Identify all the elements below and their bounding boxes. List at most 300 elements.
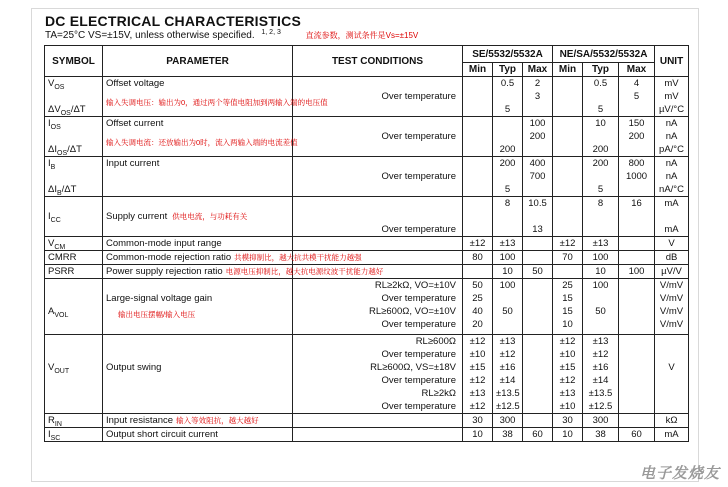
se-min (463, 335, 493, 414)
test-condition (293, 335, 463, 414)
parameter-label: Output swing (106, 362, 162, 373)
ne-max-line (622, 183, 651, 196)
ne-min-line: 15 (562, 306, 573, 317)
se-min-line (466, 265, 489, 278)
blank-line (106, 400, 289, 413)
test-condition-line: Over temperature (381, 375, 456, 386)
se-min (463, 117, 493, 157)
se-min-line: 40 (472, 306, 483, 317)
parameter-name (106, 265, 384, 278)
ne-max-line (622, 305, 651, 318)
symbol (48, 90, 99, 103)
se-min-line: ±15 (469, 362, 486, 373)
parameter-name (106, 428, 289, 441)
ne-typ-line (586, 223, 615, 236)
se-max-line (526, 387, 549, 400)
table-row (45, 414, 689, 428)
unit (655, 157, 689, 197)
ne-typ-line: ±13.5 (588, 388, 613, 399)
se-min-line (466, 77, 489, 90)
se-max-line (526, 210, 549, 223)
se-max-line: 200 (529, 131, 546, 142)
se-typ (493, 279, 523, 335)
test-condition-line (296, 77, 456, 90)
parameter-label: Power supply rejection ratio (106, 266, 223, 277)
se-min (463, 197, 493, 237)
se-max (523, 428, 553, 442)
symbol-cell (45, 77, 103, 117)
se-min (463, 251, 493, 265)
symbol: $I_{CC}$ (48, 211, 61, 224)
se-typ-line (496, 90, 519, 103)
ne-typ (583, 157, 619, 197)
conditions-text: TA=25°C VS=±15V, unless otherwise specified. (45, 30, 255, 41)
parameter-cell (103, 197, 293, 237)
test-condition (293, 428, 463, 442)
test-condition (293, 279, 463, 335)
unit (655, 237, 689, 251)
symbol: PSRR (48, 266, 75, 277)
ne-typ (583, 279, 619, 335)
ne-typ-line: ±16 (592, 362, 609, 373)
ne-min-line: ±10 (559, 401, 576, 412)
parameter-annotation: 输入失调电压：输出为0，通过两个等值电阻加到两输入端的电压值 (106, 98, 328, 107)
ne-max-line: 5 (633, 91, 640, 102)
col-ne-min: Min (553, 63, 583, 77)
col-group-se: SE/5532/5532A (463, 46, 553, 63)
col-ne-max: Max (619, 63, 655, 77)
se-max-line: 60 (532, 429, 543, 440)
se-min-line (466, 170, 489, 183)
ne-min-line (556, 143, 579, 156)
se-max (523, 251, 553, 265)
ne-typ-line: 0.5 (593, 78, 608, 89)
ne-max (619, 237, 655, 251)
se-max-line: 400 (529, 158, 546, 169)
se-max (523, 279, 553, 335)
unit (655, 251, 689, 265)
symbol (48, 387, 99, 400)
parameter-cell (103, 237, 293, 251)
se-max (523, 157, 553, 197)
se-typ (493, 77, 523, 117)
ne-min (553, 157, 583, 197)
se-max (523, 335, 553, 414)
se-typ-line: 38 (502, 429, 513, 440)
parameter-label: Common-mode rejection ratio (106, 252, 232, 263)
unit-line: V/mV (659, 280, 684, 291)
parameter-label: Large-signal voltage gain (106, 293, 213, 304)
parameter-name (106, 210, 289, 223)
unit-line (658, 400, 685, 413)
se-max-line: 100 (529, 118, 546, 129)
se-max-line (526, 237, 549, 250)
symbol: $I_{SC}$ (48, 429, 61, 442)
parameter-label: Common-mode input range (106, 238, 222, 249)
parameter-cell (103, 428, 293, 442)
se-typ-line: 100 (499, 280, 516, 291)
unit (655, 197, 689, 237)
se-min-line: 30 (472, 415, 483, 426)
parameter-annotation: 电源电压抑制比，越大抗电源纹波干扰能力越好 (225, 267, 384, 276)
unit-line (658, 348, 685, 361)
watermark: 电子发烧友 (639, 465, 720, 482)
ne-typ-line: 10 (595, 266, 606, 277)
ne-typ-line: ±13 (592, 238, 609, 249)
se-max-line (526, 400, 549, 413)
ne-min-line: 10 (562, 319, 573, 330)
se-max (523, 197, 553, 237)
ne-min (553, 237, 583, 251)
test-condition (293, 117, 463, 157)
symbol: CMRR (48, 252, 77, 263)
test-condition-line: RL≥600Ω (415, 336, 456, 347)
parameter-label: Offset voltage (106, 78, 165, 89)
ne-min-line: ±12 (559, 375, 576, 386)
se-min (463, 279, 493, 335)
symbol: $I_{OS}$ (48, 118, 61, 131)
test-condition-line: RL≥2kΩ, VO=±10V (374, 280, 456, 291)
table-row (45, 265, 689, 279)
table-row (45, 279, 689, 335)
se-typ-line (496, 130, 519, 143)
test-condition-line: RL≥600Ω, VS=±18V (370, 362, 456, 373)
se-typ (493, 237, 523, 251)
se-max-line (526, 318, 549, 331)
ne-min-line: ±13 (559, 388, 576, 399)
se-max-line (526, 183, 549, 196)
ne-max-line: 200 (628, 131, 645, 142)
ne-typ-line (586, 292, 615, 305)
blank-line (106, 183, 289, 196)
se-typ-line: ±12.5 (496, 401, 520, 412)
parameter-cell (103, 117, 298, 157)
se-max-line (526, 279, 549, 292)
ne-typ (583, 414, 619, 428)
se-min-line: 10 (472, 429, 483, 440)
col-se-min: Min (463, 63, 493, 77)
se-min-line: ±12 (469, 238, 486, 249)
unit-line: V (668, 362, 675, 373)
test-condition-line: RL≥2kΩ (421, 388, 456, 399)
unit (655, 414, 689, 428)
ne-max-line: 800 (628, 158, 645, 169)
se-min-line (466, 103, 489, 116)
symbol-cell (45, 157, 103, 197)
ne-min-line (556, 130, 579, 143)
table-row (45, 237, 689, 251)
col-parameter: PARAMETER (103, 46, 293, 77)
se-typ-line: 0.5 (500, 78, 515, 89)
se-min-line: 25 (472, 293, 483, 304)
ne-max-line: 1000 (625, 171, 648, 182)
ne-min (553, 251, 583, 265)
unit (655, 428, 689, 442)
unit-line: mA (664, 429, 679, 440)
ne-typ-line: 8 (597, 198, 604, 209)
se-typ-line (496, 292, 519, 305)
se-typ (493, 197, 523, 237)
ne-max-line (622, 414, 651, 427)
parameter-name (106, 251, 362, 264)
test-condition (293, 197, 463, 237)
se-typ (493, 117, 523, 157)
ne-typ-line: 200 (592, 144, 609, 155)
ne-max (619, 279, 655, 335)
se-max (523, 265, 553, 279)
se-max (523, 237, 553, 251)
ne-max (619, 265, 655, 279)
parameter-cell (103, 414, 293, 428)
unit-line: mV (664, 91, 679, 102)
parameter-label: Output short circuit current (106, 429, 218, 440)
parameter-cell (103, 77, 328, 117)
symbol (48, 400, 99, 413)
parameter-cell (103, 251, 362, 265)
ne-min-line: 15 (562, 293, 573, 304)
ne-min-line (556, 183, 579, 196)
se-max (523, 117, 553, 157)
ne-max-line (622, 318, 651, 331)
ne-max-line: 4 (633, 78, 640, 89)
ne-max (619, 157, 655, 197)
unit-line (658, 210, 685, 223)
unit-line: dB (665, 252, 678, 263)
se-max-line (526, 103, 549, 116)
ne-typ-line: 5 (597, 184, 604, 195)
parameter-name (106, 117, 289, 130)
ne-max-line (622, 374, 651, 387)
unit-line: nA (665, 171, 678, 182)
ne-max (619, 117, 655, 157)
se-max-line: 700 (529, 171, 546, 182)
ne-max (619, 77, 655, 117)
se-typ-line: 5 (504, 104, 511, 115)
ne-max-line (622, 387, 651, 400)
blank-line (106, 279, 289, 292)
se-min-line: 80 (472, 252, 483, 263)
ne-max (619, 251, 655, 265)
table-row (45, 197, 689, 237)
unit (655, 77, 689, 117)
blank-line (106, 387, 289, 400)
se-typ-line: 100 (499, 252, 516, 263)
col-ne-typ: Typ (583, 63, 619, 77)
ne-max (619, 335, 655, 414)
test-condition-line (296, 428, 456, 441)
ne-min-line: 30 (562, 415, 573, 426)
symbol (48, 197, 99, 210)
unit-line: V/mV (659, 306, 684, 317)
blank-line (106, 223, 289, 236)
ne-min (553, 414, 583, 428)
se-min-line (466, 197, 489, 210)
ne-min-line: ±10 (559, 349, 576, 360)
test-condition-line: Over temperature (381, 349, 456, 360)
parameter-label: Input resistance (106, 415, 174, 426)
test-condition-line (296, 210, 456, 223)
unit-line (658, 374, 685, 387)
parameter-cell (103, 157, 293, 197)
se-typ (493, 414, 523, 428)
ne-min (553, 265, 583, 279)
table-row (45, 335, 689, 414)
symbol (48, 348, 99, 361)
ne-max-line (622, 103, 651, 116)
se-typ (493, 251, 523, 265)
se-min-line (466, 143, 489, 156)
se-max-line (526, 305, 549, 318)
col-unit: UNIT (655, 46, 689, 77)
test-condition-line (296, 414, 456, 427)
ne-max-line (622, 210, 651, 223)
symbol: $I_B$ (48, 158, 56, 171)
se-min-line (466, 90, 489, 103)
unit-line: µV/V (661, 266, 682, 277)
parameter-annotation: 输入等效阻抗，越大越好 (176, 416, 259, 425)
unit-line: nA (665, 118, 678, 129)
test-condition (293, 414, 463, 428)
se-min-line: ±12 (469, 375, 486, 386)
se-max-line (526, 414, 549, 427)
blank-line (106, 170, 289, 183)
ne-min-line: 10 (562, 429, 573, 440)
col-test-conditions: TEST CONDITIONS (293, 46, 463, 77)
ne-typ-line (586, 170, 615, 183)
symbol: $V_{CM}$ (48, 238, 66, 251)
se-min (463, 414, 493, 428)
se-max-line (526, 335, 549, 348)
se-min-line (466, 130, 489, 143)
unit-line: V/mV (659, 319, 684, 330)
ne-max-line: 16 (631, 198, 642, 209)
ne-min-line (556, 170, 579, 183)
parameter-label: Offset current (106, 118, 164, 129)
ne-typ-line (586, 318, 615, 331)
se-max-line: 50 (532, 266, 543, 277)
parameter-cell (103, 265, 384, 279)
blank-line (106, 335, 289, 348)
table-row (45, 428, 689, 442)
unit (655, 279, 689, 335)
ne-max-line: 60 (631, 429, 642, 440)
ne-max-line: 100 (628, 266, 645, 277)
parameter-name (106, 157, 289, 170)
parameter-name (106, 414, 289, 427)
parameter-annotation: 输出电压摆幅/输入电压 (118, 310, 196, 319)
ne-typ (583, 117, 619, 157)
test-condition-line: Over temperature (381, 293, 456, 304)
se-typ-line: 50 (502, 306, 513, 317)
se-min-line: 20 (472, 319, 483, 330)
ne-max-line (622, 143, 651, 156)
ne-min-line: 70 (562, 252, 573, 263)
ne-max (619, 414, 655, 428)
symbol: $A_{VOL}$ (48, 306, 69, 319)
parameter-name (106, 237, 289, 250)
test-condition-line: Over temperature (381, 131, 456, 142)
se-typ-line: 200 (499, 144, 516, 155)
blank-line (106, 197, 289, 210)
col-se-max: Max (523, 63, 553, 77)
symbol-cell (45, 197, 103, 237)
se-max-line (526, 143, 549, 156)
parameter-annotation: 共模抑制比，越大抗共模干扰能力越强 (234, 253, 362, 262)
unit-line: nA (665, 131, 678, 142)
ne-max-line (622, 400, 651, 413)
ne-min-line (556, 197, 579, 210)
ne-max-line: 150 (628, 118, 645, 129)
ne-max-line (622, 335, 651, 348)
ne-min (553, 335, 583, 414)
ne-min-line: ±12 (559, 336, 576, 347)
se-min-line (466, 117, 489, 130)
ne-typ (583, 251, 619, 265)
ne-min (553, 117, 583, 157)
test-condition-line: Over temperature (381, 319, 456, 330)
ne-min-line: ±12 (559, 238, 576, 249)
blank-line (106, 374, 289, 387)
unit-line: mA (664, 224, 679, 235)
unit (655, 335, 689, 414)
se-typ-line (496, 318, 519, 331)
blank-line (106, 348, 289, 361)
blank-line (106, 321, 289, 334)
se-min-line (466, 223, 489, 236)
symbol (48, 170, 99, 183)
se-max (523, 414, 553, 428)
test-condition-line: RL≥600Ω, VO=±10V (369, 306, 456, 317)
se-min-line: ±12 (469, 401, 486, 412)
ne-min-line (556, 103, 579, 116)
se-typ (493, 265, 523, 279)
ne-min (553, 197, 583, 237)
symbol: $\Delta V_{OS}/\Delta T$ (48, 104, 86, 117)
ne-max-line (622, 251, 651, 264)
se-typ-line (496, 210, 519, 223)
symbol (48, 292, 99, 305)
symbol-cell (45, 117, 103, 157)
symbol: $V_{OS}$ (48, 78, 65, 91)
ne-typ (583, 428, 619, 442)
se-typ (493, 157, 523, 197)
se-min (463, 237, 493, 251)
test-condition-line (296, 117, 456, 130)
test-condition (293, 157, 463, 197)
symbol (48, 335, 99, 348)
parameter-annotation: 输入失调电流：还放输出为0时，流入两输入端的电流差值 (106, 138, 298, 147)
parameter-cell (103, 335, 293, 414)
ne-min-line (556, 90, 579, 103)
test-condition-line: Over temperature (381, 171, 456, 182)
unit-line: kΩ (665, 415, 678, 426)
ne-typ-line: 300 (592, 415, 609, 426)
se-max-line (526, 374, 549, 387)
page-title: DC ELECTRICAL CHARACTERISTICS (45, 13, 301, 29)
se-min-line (466, 157, 489, 170)
symbol-cell (45, 237, 103, 251)
test-condition-line (296, 237, 456, 250)
ne-typ (583, 77, 619, 117)
col-symbol: SYMBOL (45, 46, 103, 77)
se-min-line: ±13 (469, 388, 486, 399)
ne-min-line (556, 265, 579, 278)
ne-typ (583, 237, 619, 251)
ne-typ (583, 197, 619, 237)
parameter-annotation: 供电电流，与功耗有关 (172, 212, 248, 221)
ne-typ-line: ±14 (592, 375, 609, 386)
parameter-label: Input current (106, 158, 160, 169)
